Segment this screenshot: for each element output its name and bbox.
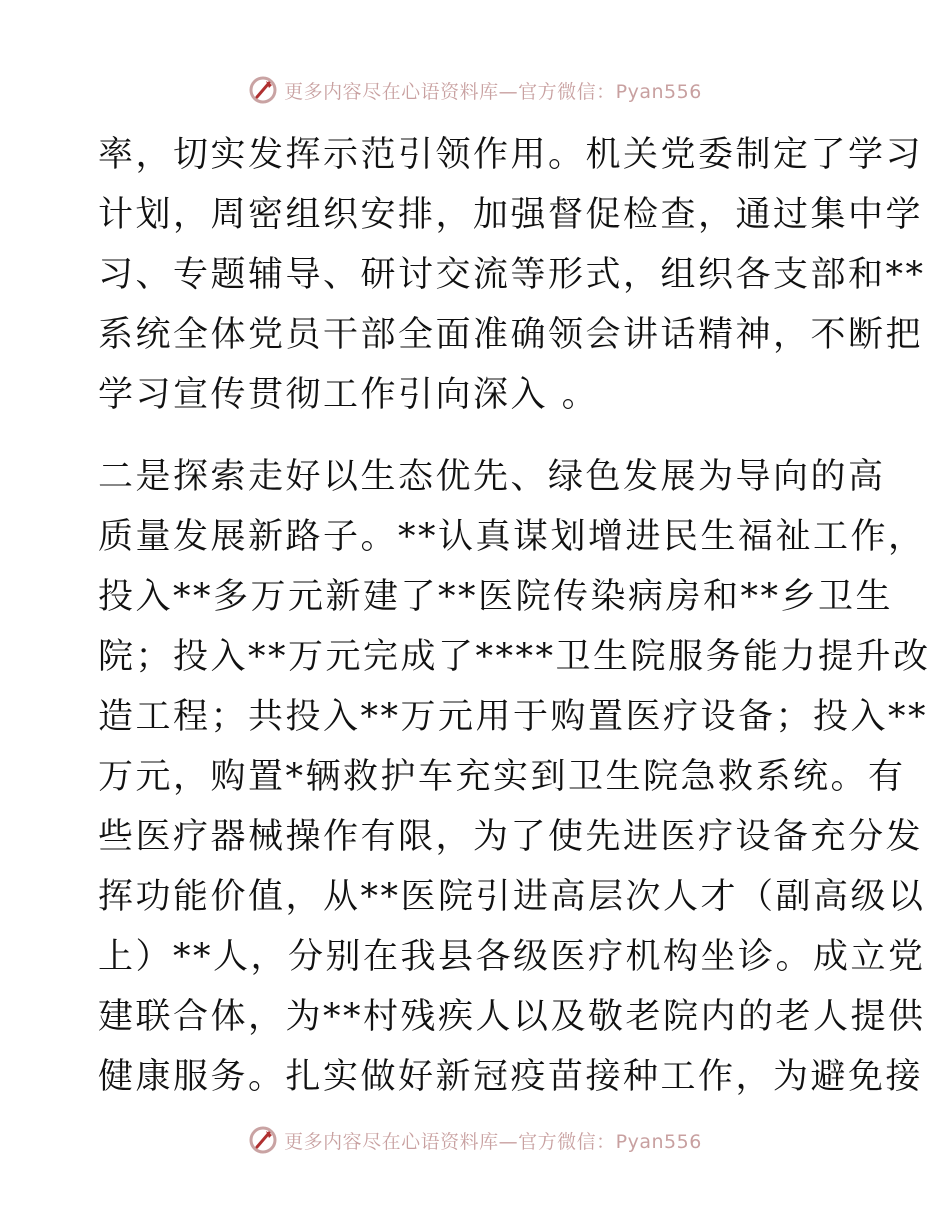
header-banner (0, 72, 950, 108)
header-banner-text: 更多内容尽在心语资料库—官方微信：Pyan556 (284, 80, 702, 103)
text-line: 投入**多万元新建了**医院传染病房和**乡卫生 (98, 577, 894, 617)
text-line: 造工程；共投入**万元用于购置医疗设备；投入** (98, 697, 929, 737)
document-body (98, 125, 931, 1107)
paragraph-1 (98, 125, 926, 425)
text-line: 计划，周密组织安排，加强督促检查，通过集中学 (98, 195, 924, 235)
text-line: 习、专题辅导、研讨交流等形式，组织各支部和** (98, 255, 926, 295)
footer-banner-text: 更多内容尽在心语资料库—官方微信：Pyan556 (284, 1130, 702, 1153)
text-line: 系统全体党员干部全面准确领会讲话精神，不断把 (98, 315, 924, 355)
text-line: 健康服务。扎实做好新冠疫苗接种工作，为避免接 (98, 1057, 924, 1097)
text-line: 些医疗器械操作有限，为了使先进医疗设备充分发 (98, 817, 924, 857)
text-line: 二是探索走好以生态优先、绿色发展为导向的高 (98, 457, 886, 497)
text-line: 挥功能价值，从**医院引进高层次人才（副高级以 (98, 877, 926, 917)
logo-icon (248, 1125, 278, 1155)
text-line: 学习宣传贯彻工作引向深入 。 (98, 375, 600, 415)
text-line: 建联合体，为**村残疾人以及敬老院内的老人提供 (98, 997, 926, 1037)
text-line: 院；投入**万元完成了****卫生院服务能力提升改 (98, 637, 931, 677)
text-line: 质量发展新路子。**认真谋划增进民生福祉工作， (98, 517, 926, 557)
footer-banner (0, 1122, 950, 1158)
text-line: 万元，购置*辆救护车充实到卫生院急救系统。有 (98, 757, 906, 797)
logo-icon (248, 75, 278, 105)
text-line: 上）**人，分别在我县各级医疗机构坐诊。成立党 (98, 937, 926, 977)
paragraph-2 (98, 447, 931, 1107)
text-line: 率，切实发挥示范引领作用。机关党委制定了学习 (98, 135, 924, 175)
